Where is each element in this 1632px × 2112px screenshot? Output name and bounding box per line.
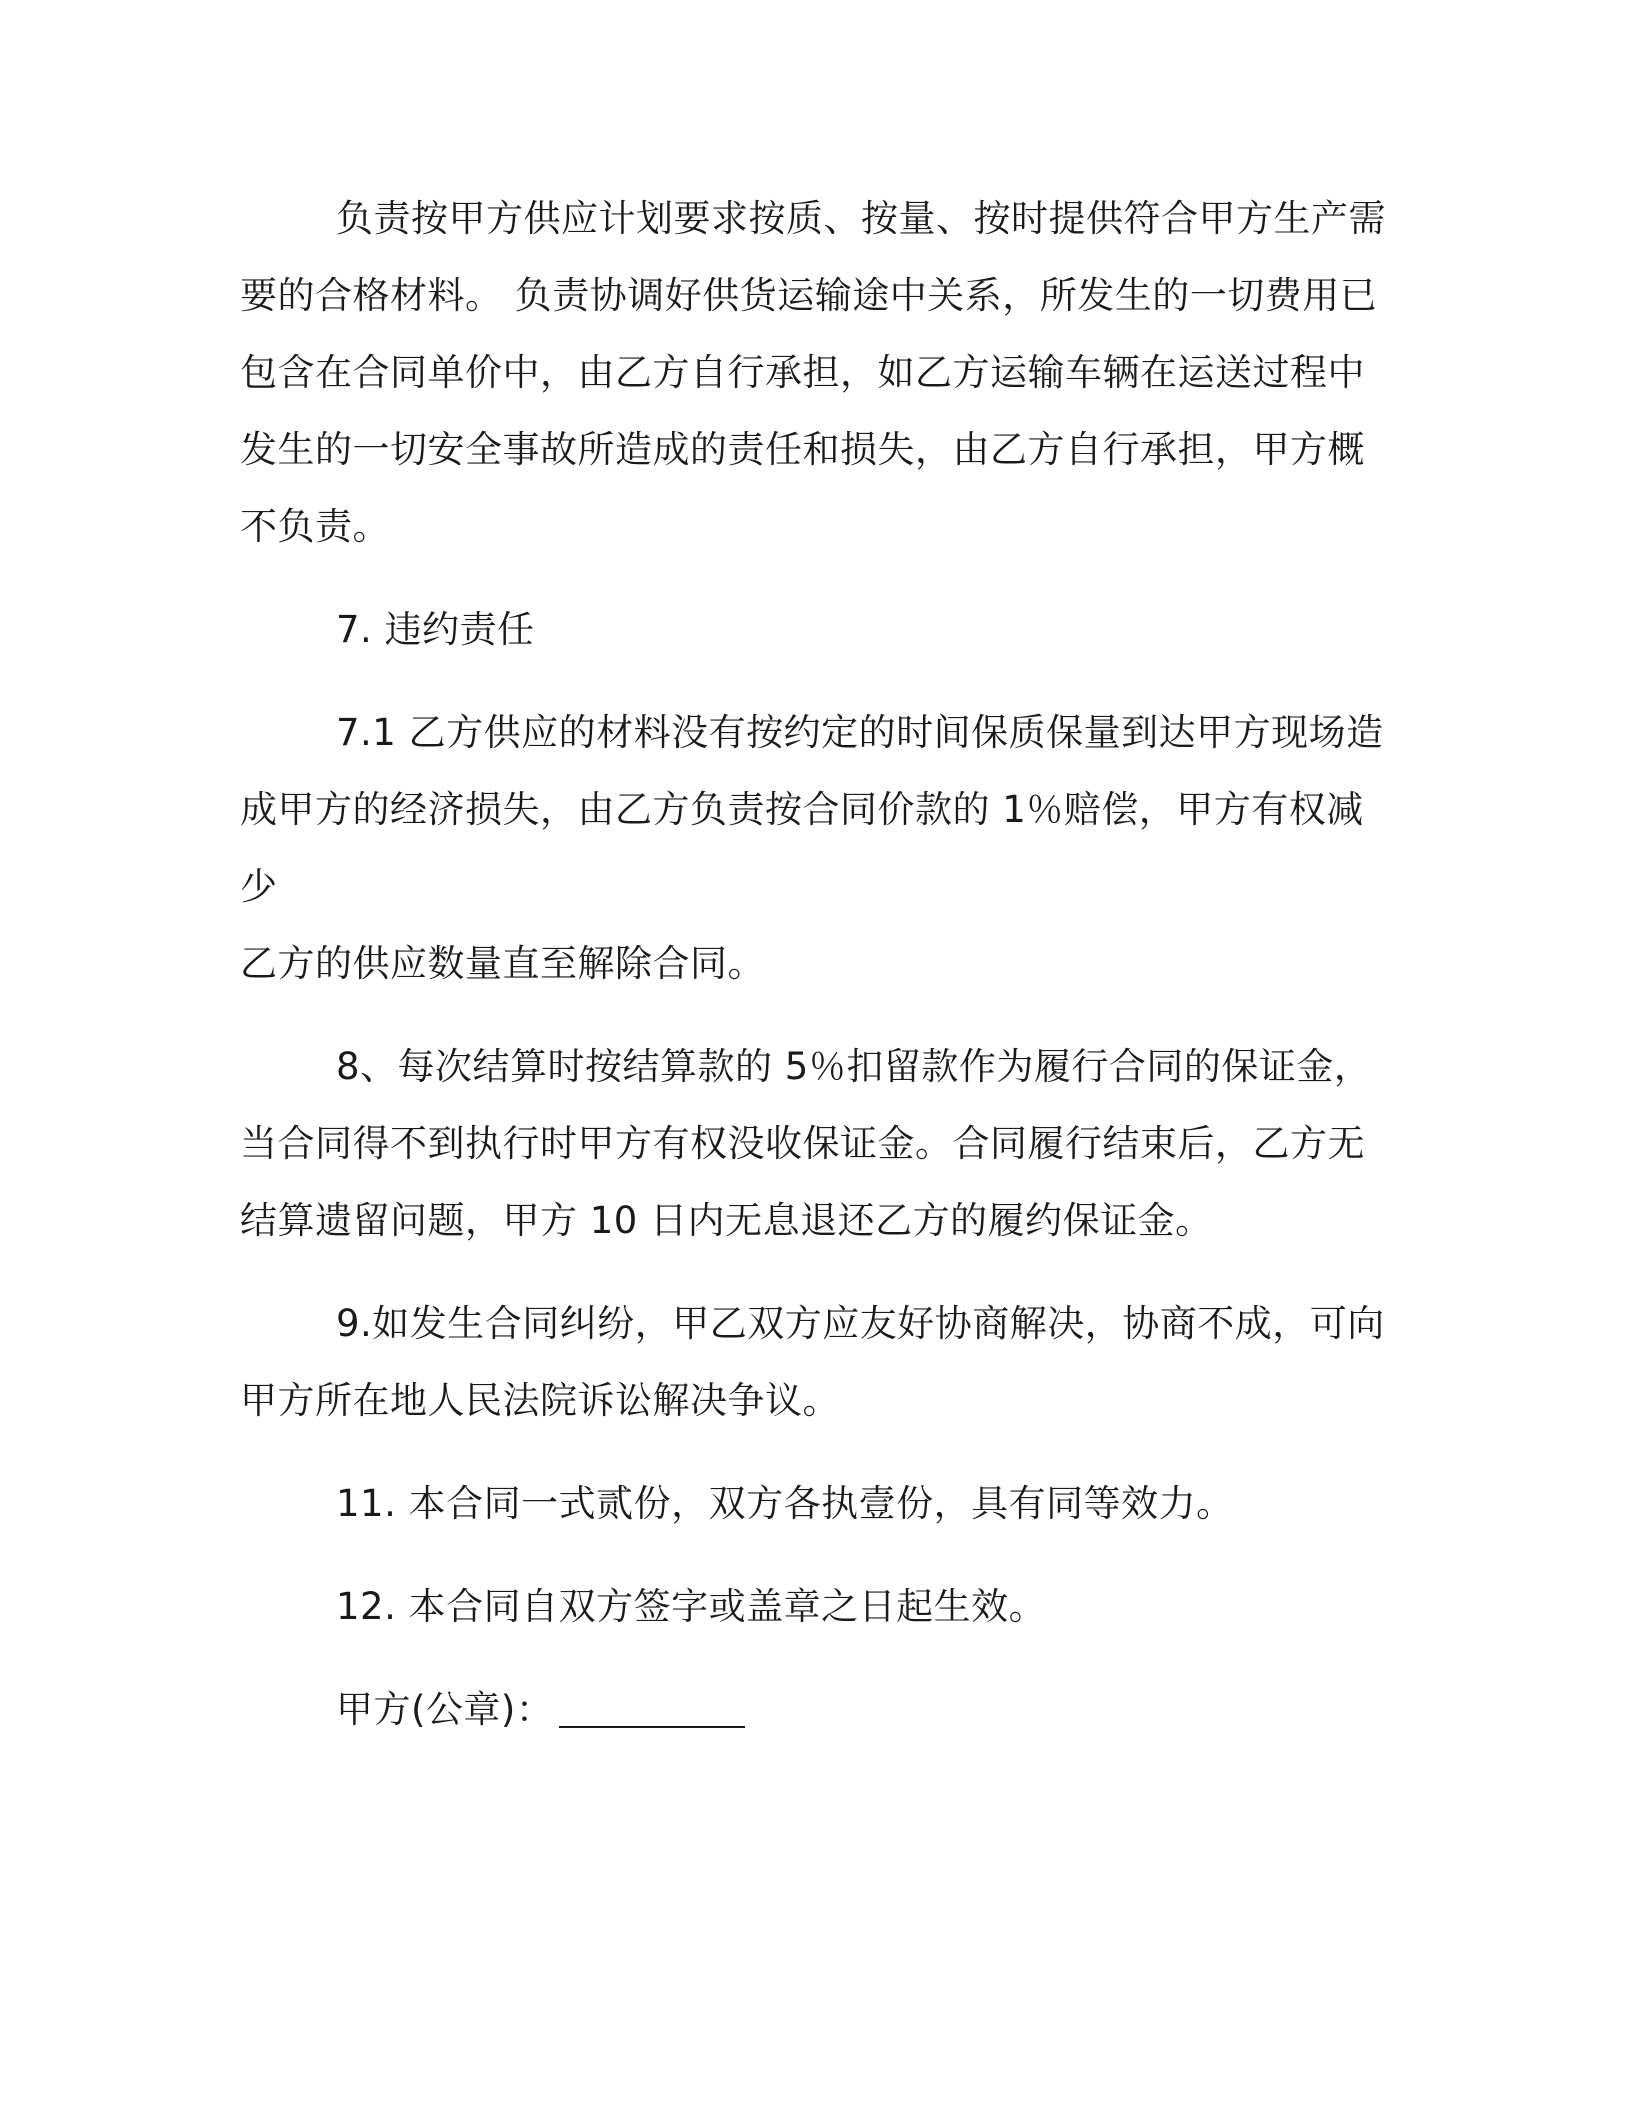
paragraph-9-disputes bbox=[240, 1285, 1400, 1439]
text-line: 9.如发生合同纠纷，甲乙双方应友好协商解决，协商不成，可向 bbox=[336, 1302, 1385, 1345]
text-line: 要的合格材料。 负责协调好供货运输途中关系，所发生的一切费用已 bbox=[240, 274, 1378, 317]
signature-blank bbox=[559, 1726, 745, 1728]
paragraph-supply-duties bbox=[240, 180, 1400, 565]
signature-line bbox=[240, 1671, 1400, 1748]
document-body bbox=[240, 180, 1400, 1748]
text-line: 包含在合同单价中，由乙方自行承担，如乙方运输车辆在运送过程中 bbox=[240, 351, 1365, 394]
text-line: 乙方的供应数量直至解除合同。 bbox=[240, 942, 765, 985]
signature-label: 甲方(公章)： bbox=[336, 1688, 554, 1731]
section-heading-breach: 7. 违约责任 bbox=[336, 608, 535, 651]
paragraph-7-1 bbox=[240, 694, 1400, 1002]
text-line: 甲方所在地人民法院诉讼解决争议。 bbox=[240, 1379, 840, 1422]
text-line: 不负责。 bbox=[240, 505, 390, 548]
text-line: 7.1 乙方供应的材料没有按约定的时间保质保量到达甲方现场造 bbox=[336, 711, 1384, 754]
text-line: 发生的一切安全事故所造成的责任和损失，由乙方自行承担，甲方概 bbox=[240, 428, 1365, 471]
text-line: 结算遗留问题，甲方 10 日内无息退还乙方的履约保证金。 bbox=[240, 1199, 1213, 1242]
paragraph-8-deposit bbox=[240, 1028, 1400, 1259]
text-line: 当合同得不到执行时甲方有权没收保证金。合同履行结束后，乙方无 bbox=[240, 1122, 1365, 1165]
paragraph-12-effective: 12. 本合同自双方签字或盖章之日起生效。 bbox=[336, 1585, 1047, 1628]
text-line: 8、每次结算时按结算款的 5％扣留款作为履行合同的保证金， bbox=[336, 1045, 1372, 1088]
text-line: 负责按甲方供应计划要求按质、按量、按时提供符合甲方生产需 bbox=[336, 197, 1386, 240]
paragraph-11-copies: 11. 本合同一式贰份，双方各执壹份，具有同等效力。 bbox=[336, 1482, 1234, 1525]
text-line: 成甲方的经济损失，由乙方负责按合同价款的 1％赔偿，甲方有权减少 bbox=[240, 788, 1364, 908]
